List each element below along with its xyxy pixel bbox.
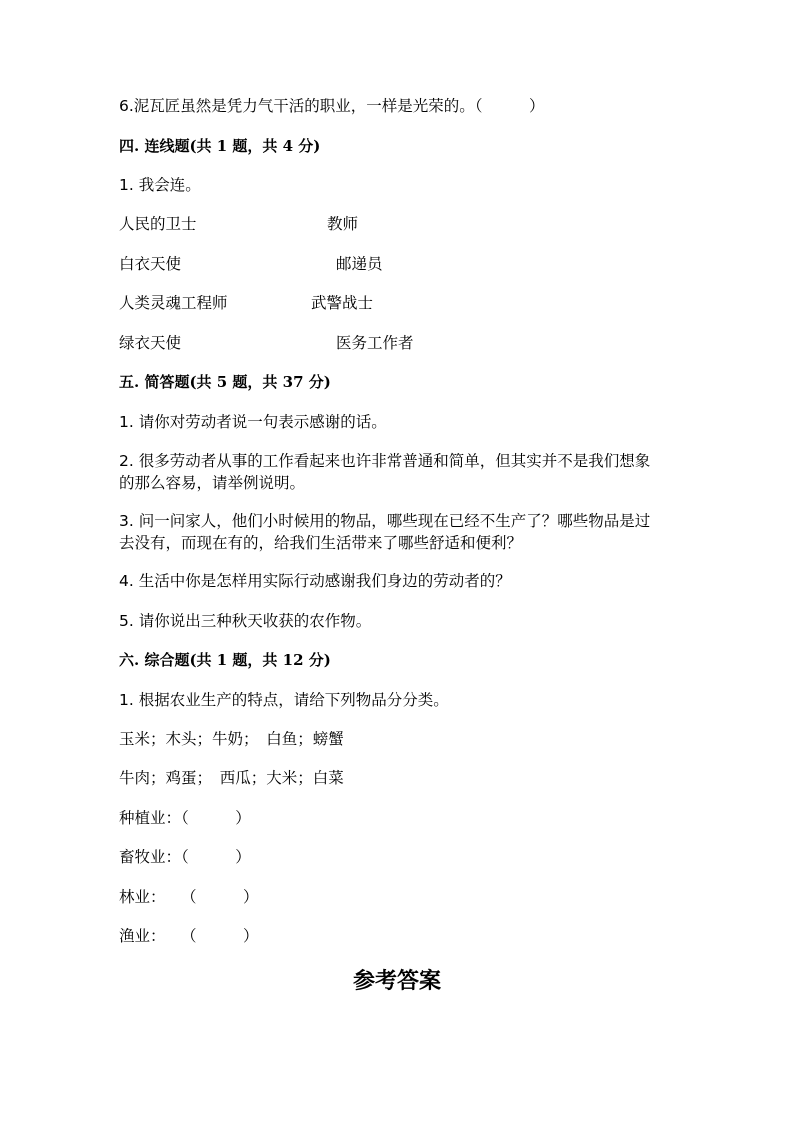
section-4-question-1: 1. 我会连。 [119,176,201,194]
section-6-question-1: 1. 根据农业生产的特点，请给下列物品分分类。 [119,691,449,709]
match-left-2: 白衣天使 [119,255,182,273]
section-5-question-3-line-2: 去没有，而现在有的，给我们生活带来了哪些舒适和便利？ [119,534,523,552]
section-5-question-2-line-2: 的那么容易，请举例说明。 [119,474,306,492]
category-fishery: 渔业： （ ） [119,927,259,945]
section-5-heading: 五. 简答题(共 5 题，共 37 分) [119,373,331,391]
match-right-4: 医务工作者 [336,334,414,352]
match-right-3: 武警战士 [311,294,374,312]
section-5-question-5: 5. 请你说出三种秋天收获的农作物。 [119,612,372,630]
section-5-question-4: 4. 生活中你是怎样用实际行动感谢我们身边的劳动者的？ [119,572,511,590]
question-6: 6.泥瓦匠虽然是凭力气干活的职业，一样是光荣的。（ ） [119,97,545,115]
section-5-question-3-line-1: 3. 问一问家人，他们小时候用的物品，哪些现在已经不生产了？哪些物品是过 [119,512,651,530]
category-forestry: 林业： （ ） [119,888,259,906]
section-5-question-2-line-1: 2. 很多劳动者从事的工作看起来也许非常普通和简单，但其实并不是我们想象 [119,452,651,470]
category-livestock: 畜牧业：（ ） [119,848,251,866]
match-left-4: 绿衣天使 [119,334,182,352]
items-line-1: 玉米；木头；牛奶； 白鱼；螃蟹 [119,730,344,748]
category-planting: 种植业：（ ） [119,809,251,827]
answer-title: 参考答案 [352,968,441,994]
section-5-question-1: 1. 请你对劳动者说一句表示感谢的话。 [119,413,387,431]
match-right-2: 邮递员 [336,255,383,273]
section-6-heading: 六. 综合题(共 1 题，共 12 分) [119,651,331,669]
match-left-1: 人民的卫士 [119,215,197,233]
match-left-3: 人类灵魂工程师 [119,294,228,312]
section-4-heading: 四. 连线题(共 1 题，共 4 分) [119,137,321,155]
match-right-1: 教师 [327,215,359,233]
items-line-2: 牛肉；鸡蛋； 西瓜；大米；白菜 [119,769,344,787]
